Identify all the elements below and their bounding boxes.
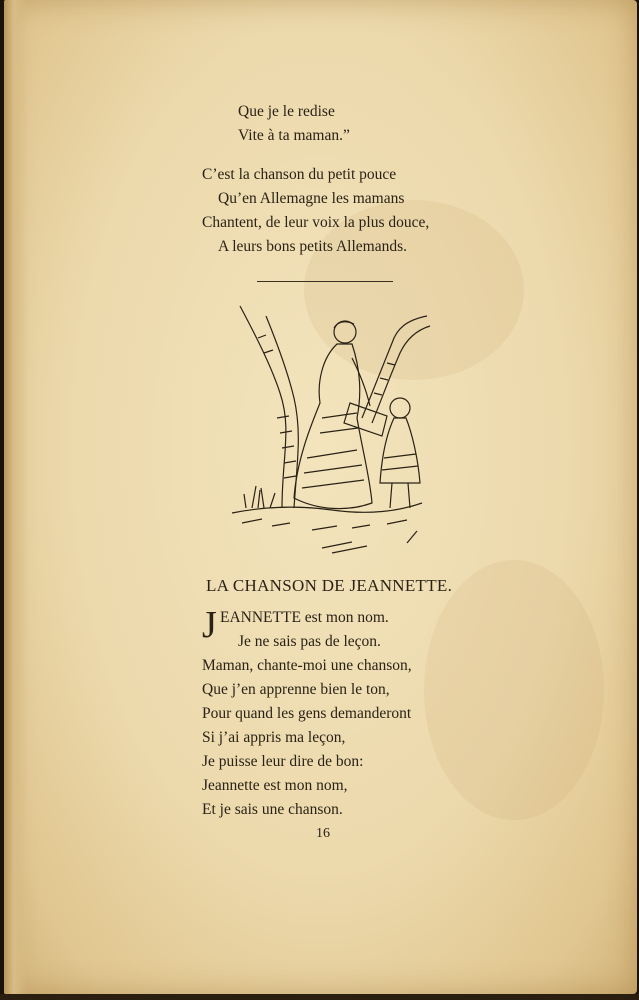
tree-trunk-hatching bbox=[258, 335, 296, 478]
child-legs bbox=[390, 483, 410, 508]
child-dress-hatching bbox=[382, 454, 418, 470]
stanza-line: Qu’en Allemagne les mamans bbox=[218, 190, 405, 207]
engraving-illustration bbox=[222, 298, 432, 560]
grass-tuft bbox=[244, 486, 275, 508]
section-divider bbox=[257, 281, 393, 282]
song-line: Et je sais une chanson. bbox=[202, 801, 343, 818]
paper-stain bbox=[424, 560, 604, 820]
page-gutter bbox=[4, 0, 28, 994]
poem-line: Que je le redise bbox=[238, 103, 335, 120]
book bbox=[344, 403, 387, 436]
mother-hair bbox=[334, 322, 354, 328]
drop-cap: J bbox=[202, 604, 217, 646]
song-line: Que j’en apprenne bien le ton, bbox=[202, 681, 390, 698]
song-line: Maman, chante-moi une chanson, bbox=[202, 657, 412, 674]
song-line: EANNETTE est mon nom. bbox=[220, 609, 389, 626]
page-edge bbox=[0, 994, 639, 1000]
song-line: Si j’ai appris ma leçon, bbox=[202, 729, 346, 746]
ground-hatching bbox=[322, 531, 417, 553]
song-title: LA CHANSON DE JEANNETTE. bbox=[206, 576, 453, 595]
stanza-line: C’est la chanson du petit pouce bbox=[202, 166, 397, 183]
mother-arm bbox=[352, 358, 370, 406]
tree-trunk bbox=[240, 306, 298, 508]
poem-line: Vite à ta maman.” bbox=[238, 127, 350, 144]
stanza-line: Chantent, de leur voix la plus douce, bbox=[202, 214, 430, 231]
child-head bbox=[390, 398, 410, 418]
song-line: Pour quand les gens demanderont bbox=[202, 705, 412, 722]
song-line: Jeannette est mon nom, bbox=[202, 777, 348, 794]
tree-branch bbox=[362, 316, 430, 423]
ground-hatching bbox=[242, 519, 407, 530]
book-page bbox=[4, 0, 637, 994]
song-line: Je puisse leur dire de bon: bbox=[202, 753, 364, 770]
stanza-line: A leurs bons petits Allemands. bbox=[218, 238, 408, 255]
child-body bbox=[380, 418, 420, 483]
song-line: Je ne sais pas de leçon. bbox=[238, 633, 381, 650]
page-number: 16 bbox=[316, 826, 330, 841]
